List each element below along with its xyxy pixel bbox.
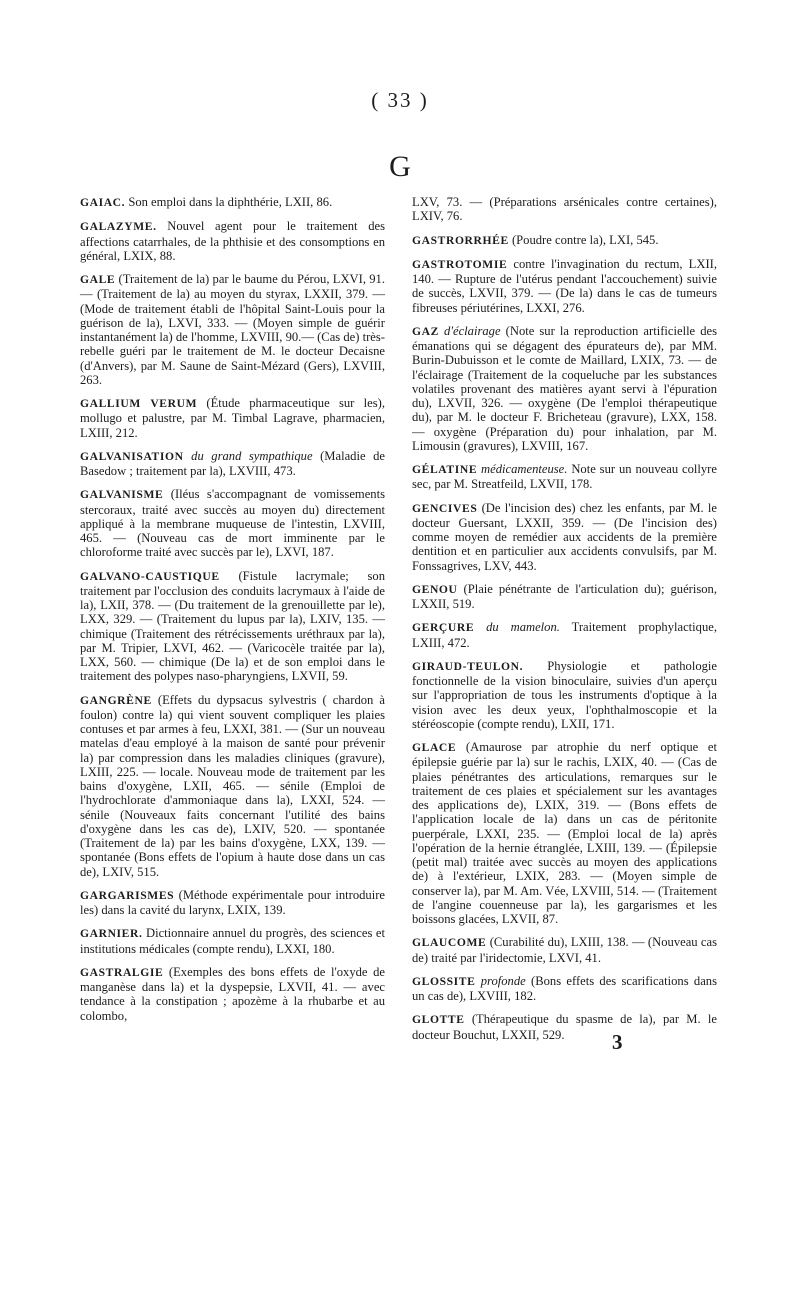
entry-headword: GERÇURE bbox=[412, 621, 475, 635]
entry-text: (Traitement de la) par le baume du Pérou, LXVI, 91. — (Traitement de la) au moyen du styrax, LXXII, 379. — (Mode de traitement établi de l'hôpital Saint-Louis pour la guérison de la), LXVI, 333. — (Moyen simple de guérir instantanément la) de l'homme, LXVIII, 90.— (Cas de) très-rebelle guéri par le traitement de M. le docteur Decaisne (d'Anvers), par M. Saune de Saint-Mézard (Gers), LXVIII, 263. bbox=[80, 272, 385, 387]
index-entry bbox=[412, 501, 717, 573]
entry-headword: GALE bbox=[80, 273, 116, 286]
entry-headword: GANGRÈNE bbox=[80, 693, 152, 707]
entry-italic: du mamelon. bbox=[486, 620, 560, 635]
entry-text: Nouvel agent pour le traitement des affections catarrhales, de la phthisie et des consomptions en général, LXIX, 88. bbox=[80, 219, 385, 263]
index-entry bbox=[80, 272, 385, 387]
entry-text: contre l'invagination du rectum, LXII, 140. — Rupture de l'utérus pendant l'accouchement) suivie de succès, LXVII, 379. — (De la) dans le cas de tumeurs fibreuses périutérines, LXXI, 276. bbox=[412, 256, 717, 315]
entry-text: (Bons effets des scarifications dans un cas de), LXVIII, 182. bbox=[412, 973, 717, 1003]
entry-text: (Poudre contre la), LXI, 545. bbox=[511, 232, 659, 247]
right-column bbox=[412, 195, 717, 1051]
index-entry bbox=[80, 965, 385, 1023]
entry-headword: GASTRALGIE bbox=[80, 965, 164, 979]
entry-text: (Exemples des bons effets de l'oxyde de manganèse dans la) et la dyspepsie, LXVII, 41. — avec tendance à la constipation ; apozème à la rhubarbe et au colombo, bbox=[80, 964, 385, 1023]
entry-headword: GASTRORRHÉE bbox=[412, 233, 509, 247]
entry-headword: GLAUCOME bbox=[412, 936, 487, 950]
index-entry bbox=[412, 620, 717, 650]
entry-text: (Étude pharmaceutique sur les), mollugo et palustre, par M. Timbal Lagrave, pharmacien, LXIII, 212. bbox=[80, 396, 385, 440]
entry-headword: GLOSSITE bbox=[412, 974, 476, 988]
entry-headword: GALVANISME bbox=[80, 488, 164, 502]
entry-headword: GALAZYME. bbox=[80, 220, 157, 234]
index-entry bbox=[412, 582, 717, 612]
entry-text: (Maladie de Basedow ; traitement par la), LXVIII, 473. bbox=[80, 448, 385, 478]
entry-headword: GAZ bbox=[412, 324, 439, 338]
entry-text: (Fistule lacrymale; son traitement par l'occlusion des conduits lacrymaux à l'aide de la), LXII, 378. — (Du traitement de la grenouillette par le), LXX, 329. — (Traitement du lupus par la), LXIV, 135. — chimique (Traitement des rétrécissements uréthraux par la), par M. Tripier, LXVI, 462. — (Varicocèle traitée par la), LXX, 560. — chimique (De la) et de son emploi dans le traitement des polypes naso-pharyngiens, LXVII, 59. bbox=[80, 568, 385, 684]
entry-text: (Curabilité du), LXIII, 138. — (Nouveau cas de) traité par l'iridectomie, LXVI, 41. bbox=[412, 935, 717, 965]
index-entry bbox=[412, 659, 717, 731]
entry-headword: GALLIUM VERUM bbox=[80, 397, 198, 410]
entry-text: (Méthode expérimentale pour introduire les) dans la cavité du larynx, LXIX, 139. bbox=[80, 887, 385, 917]
entry-headword: GAIAC. bbox=[80, 196, 126, 209]
index-entry bbox=[412, 195, 717, 224]
index-entry bbox=[80, 195, 385, 210]
entry-text: Physiologie et pathologie fonctionnelle de la vision binoculaire, suivies d'un aperçu sur l'appropriation de tous les instruments d'optique à la vision avec les deux yeux, l'ophthalmoscopie et la stéréoscopie (compte rendu), LXII, 171. bbox=[412, 658, 717, 731]
entry-text: (Thérapeutique du spasme de la), par M. le docteur Bouchut, LXXII, 529. bbox=[412, 1012, 717, 1042]
entry-italic: du grand sympathique bbox=[191, 448, 313, 463]
index-entry bbox=[80, 569, 385, 684]
entry-italic: médicamenteuse. bbox=[481, 462, 568, 476]
index-entry bbox=[412, 935, 717, 965]
entry-headword: GLOTTE bbox=[412, 1013, 465, 1027]
entry-headword: GALVANISATION bbox=[80, 449, 184, 463]
entry-text: (Iléus s'accompagnant de vomissements stercoraux, traité avec succès au moyen du) directement appliqué à la membrane muqueuse de l'intestin, LXVIII, 465. — (Nouveau cas de mort imminente par le chloroforme traité avec succès par le), LXVI, 187. bbox=[80, 487, 385, 560]
entry-italic: profonde bbox=[480, 973, 526, 988]
entry-headword: GALVANO-CAUSTIQUE bbox=[80, 569, 220, 583]
entry-text: Traitement prophylactique, LXIII, 472. bbox=[412, 620, 718, 650]
left-column bbox=[80, 195, 385, 1032]
entry-text: (Amaurose par atrophie du nerf optique et épilepsie guérie par la) sur le rachis, LXIX, 40. — (Cas de plaies pénétrantes des articulations, remarques sur le traitement de ces plaies et spécialement sur les avantages des applications de), LXIX, 319. — (Bons effets de l'application locale de la) dans un cas de péritonite puerpérale, LXXI, 235. — (Emploi local de la) après l'opération de la hernie étranglée, LXIII, 139. — (Épilepsie (petit mal) traitée avec succès au moyen des applications de) à l'extérieur, LXIX, 283. — (Moyen simple de conserver la), par M. Am. Vée, LXVIII, 514. — (Traitement de l'angine couenneuse par la), les gargarismes et les boissons glacées, LXVII, 87. bbox=[412, 740, 717, 926]
entry-text: (Note sur la reproduction artificielle des émanations qui se dégagent des épurateurs de), par MM. Burin-Dubuisson et le comte de Maillard, LXIX, 73. — de l'éclairage (Traitement de la coqueluche par les substances volatiles provenant des matières ayant servi à l'épuration du), LXVII, 326. — oxygène (De l'emploi thérapeutique du), par M. le docteur F. Bricheteau (gravure), LXX, 158. — oxygène (Préparation du) pour inhalation, par M. Limousin (gravures), LXVIII, 167. bbox=[412, 323, 718, 453]
index-entry bbox=[80, 888, 385, 918]
index-entry bbox=[80, 487, 385, 559]
entry-text: (De l'incision des) chez les enfants, par M. le docteur Guersant, LXXII, 359. — (De l'incision des) comme moyen de remédier aux accidents de la première dentition et en particulier aux accidents convulsifs, par M. Fonssagrives, LXV, 443. bbox=[412, 500, 718, 573]
entry-text: Note sur un nouveau collyre sec, par M. Streatfeild, LXVII, 178. bbox=[412, 462, 717, 492]
index-entry bbox=[80, 396, 385, 440]
index-entry bbox=[412, 1012, 717, 1042]
entry-headword: GARNIER. bbox=[80, 927, 143, 941]
index-entry bbox=[412, 233, 717, 248]
entry-headword: GLACE bbox=[412, 741, 457, 754]
entry-text: LXV, 73. — (Préparations arsénicales contre certaines), LXIV, 76. bbox=[412, 195, 717, 224]
index-entry bbox=[412, 257, 717, 315]
sheet-number: 3 bbox=[612, 1030, 623, 1054]
index-entry bbox=[80, 449, 385, 479]
index-entry bbox=[412, 740, 717, 926]
index-entry bbox=[80, 219, 385, 263]
entry-headword: GENOU bbox=[412, 582, 458, 596]
entry-headword: GIRAUD-TEULON. bbox=[412, 659, 524, 673]
index-entry bbox=[80, 693, 385, 879]
entry-italic: d'éclairage bbox=[444, 323, 501, 338]
entry-text: Dictionnaire annuel du progrès, des sciences et institutions médicales (compte rendu), LXXI, 180. bbox=[80, 926, 385, 956]
entry-text: Son emploi dans la diphthérie, LXII, 86. bbox=[128, 195, 333, 209]
entry-text: (Plaie pénétrante de l'articulation du); guérison, LXXII, 519. bbox=[412, 581, 717, 611]
index-entry bbox=[412, 324, 717, 453]
entry-headword: GARGARISMES bbox=[80, 888, 175, 902]
entry-headword: GÉLATINE bbox=[412, 463, 478, 476]
index-entry bbox=[412, 462, 717, 492]
page-number: ( 33 ) bbox=[371, 88, 429, 112]
entry-headword: GENCIVES bbox=[412, 501, 478, 515]
entry-headword: GASTROTOMIE bbox=[412, 257, 508, 271]
index-entry bbox=[412, 974, 717, 1004]
entry-text: (Effets du dypsacus sylvestris ( chardon à foulon) contre la) qui vient souvent compliquer les plaies contuses et par armes à feu, LXXI, 381. — (Sur un nouveau matelas d'eau employé à la maison de santé pour prévenir la) par compression dans les maladies cliniques (gravure), LXIII, 225. — locale. Nouveau mode de traitement par les bains d'oxygène, LXII, 465. — sénile (Emploi de l'hydrochlorate d'ammoniaque dans la), LXXI, 524. — sénile (Nouveaux faits concernant l'utilité des bains d'oxygène dans les cas de), LXIV, 520. — spontanée (Traitement de la) par les bains d'oxygène, LXX, 139. — spontanée (Bons effets de l'opium à haute dose dans un cas de), LXIV, 515. bbox=[80, 692, 385, 879]
index-entry bbox=[80, 926, 385, 956]
section-letter: G bbox=[389, 150, 411, 183]
